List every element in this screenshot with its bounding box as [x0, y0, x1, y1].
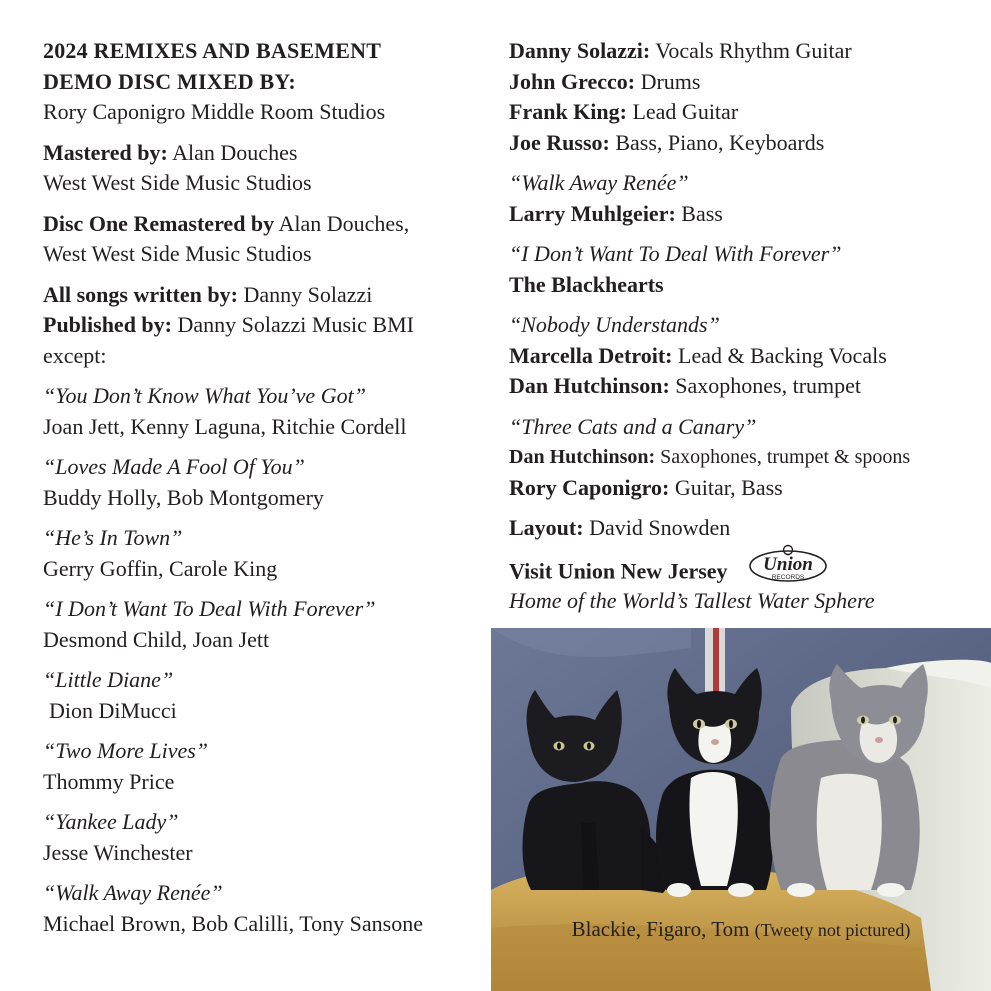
published-by-line [43, 310, 483, 341]
caption-names: Blackie, Figaro, Tom [571, 917, 750, 941]
published-by-label: Published by: [43, 312, 172, 337]
logo-wordmark: Union [762, 553, 813, 575]
written-by-name: Danny Solazzi [243, 281, 373, 307]
guest-musician-name: Dan Hutchinson: [509, 373, 670, 398]
band-member-role: Vocals Rhythm Guitar [655, 38, 852, 63]
written-by-line [43, 280, 483, 311]
band-member [509, 97, 979, 128]
guest-song-title: “Three Cats and a Canary” [509, 413, 757, 439]
guest-musician-role: Bass [681, 200, 723, 226]
right-credits-column [509, 36, 979, 617]
tagline: Home of the World’s Tallest Water Sphere [509, 588, 875, 613]
mastered-by-line [43, 138, 483, 169]
guest-musician [509, 442, 979, 473]
song-title: “Walk Away Renée” [43, 880, 223, 905]
song-title: “He’s In Town” [43, 525, 183, 550]
guest-musician [509, 199, 979, 230]
band-member-name: Danny Solazzi: [509, 38, 651, 63]
layout-label: Layout: [509, 515, 584, 540]
cats-photo [491, 628, 991, 991]
except-label: except: [43, 342, 107, 368]
guest-musician-name: Larry Muhlgeier: [509, 200, 676, 226]
band-member-role: Bass, Piano, Keyboards [615, 129, 825, 155]
layout-name: David Snowden [589, 515, 731, 540]
guest-musician-name: Dan Hutchinson: [509, 446, 656, 468]
band-member-name: Frank King: [509, 99, 627, 124]
song-title: “You Don’t Know What You’ve Got” [43, 383, 366, 408]
guest-musician-role: Lead & Backing Vocals [678, 342, 887, 368]
photo-caption [491, 917, 991, 942]
mixed-heading-line-1: 2024 REMIXES AND BASEMENT [43, 38, 382, 63]
song-title: “I Don’t Want To Deal With Forever” [43, 596, 376, 621]
band-member-role: Drums [640, 68, 701, 94]
guest-musician-role: Saxophones, trumpet [675, 373, 862, 398]
band-member-name: Joe Russo: [509, 129, 610, 155]
guest-musician-name: Rory Caponigro: [509, 474, 670, 500]
published-by-name: Danny Solazzi Music BMI [177, 312, 414, 337]
band-member [509, 128, 979, 159]
remastered-name: Alan Douches, [278, 210, 410, 236]
guest-musician [509, 473, 979, 504]
band-member [509, 67, 979, 98]
song-credit: Joan Jett, Kenny Laguna, Ritchie Cordell [43, 413, 407, 439]
layout-credit [509, 513, 979, 544]
band-member-role: Lead Guitar [632, 99, 739, 124]
written-by-label: All songs written by: [43, 281, 238, 307]
guest-musician-role: Guitar, Bass [674, 474, 783, 500]
left-credits-column [43, 36, 483, 939]
guest-musician [509, 341, 979, 372]
remastered-label: Disc One Remastered by [43, 210, 275, 236]
song-title: “Little Diane” [43, 667, 174, 692]
remastered-studio: West West Side Music Studios [43, 241, 312, 266]
guest-song-title: “Nobody Understands” [509, 312, 720, 337]
guest-musician-role: Saxophones, trumpet & spoons [660, 446, 911, 468]
stripe-white [705, 628, 713, 698]
stripe-red [713, 628, 719, 698]
guest-song-title: “Walk Away Renée” [509, 170, 689, 195]
song-title: “Loves Made A Fool Of You” [43, 454, 305, 479]
union-records-logo [746, 544, 830, 593]
guest-musician [509, 371, 979, 402]
guest-musician-name: Marcella Detroit: [509, 342, 673, 368]
visit-text: Visit Union New Jersey [509, 557, 728, 583]
remastered-line [43, 209, 483, 240]
mastered-by-name: Alan Douches [172, 139, 298, 165]
song-credit: Thommy Price [43, 768, 175, 794]
mixed-by-name: Rory Caponigro Middle Room Studios [43, 99, 386, 124]
caption-note: (Tweety not pictured) [754, 920, 911, 940]
mixed-heading-line-2: DEMO DISC MIXED BY: [43, 68, 296, 94]
mastered-by-label: Mastered by: [43, 139, 168, 165]
song-title: “Yankee Lady” [43, 809, 179, 834]
guest-song-title: “I Don’t Want To Deal With Forever” [509, 241, 842, 266]
song-credit: Buddy Holly, Bob Montgomery [43, 484, 324, 510]
logo-subtext: RECORDS [771, 573, 804, 581]
song-credit: Jesse Winchester [43, 839, 193, 865]
song-credit: Dion DiMucci [49, 697, 177, 723]
song-title: “Two More Lives” [43, 738, 209, 763]
mastered-studio: West West Side Music Studios [43, 170, 312, 195]
song-credit: Gerry Goffin, Carole King [43, 555, 278, 581]
song-credit: Desmond Child, Joan Jett [43, 626, 270, 652]
band-member [509, 36, 979, 67]
guest-band-name: The Blackhearts [509, 271, 664, 297]
band-member-name: John Grecco: [509, 68, 636, 94]
song-credit: Michael Brown, Bob Calilli, Tony Sansone [43, 910, 423, 936]
